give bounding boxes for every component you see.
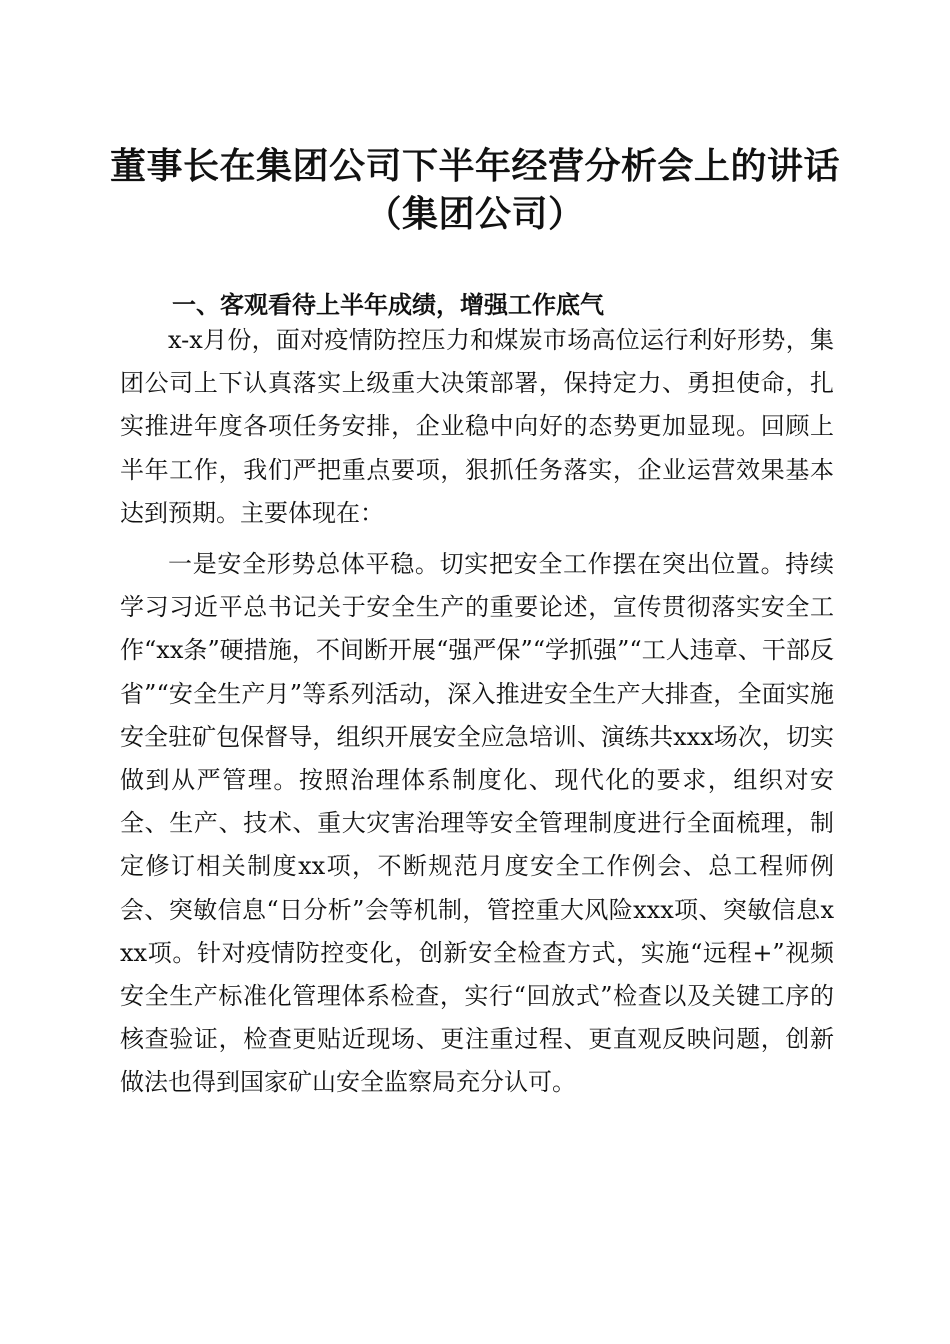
- body-paragraph-2-container: [120, 543, 834, 1105]
- document-title: 董事长在集团公司下半年经营分析会上的讲话: [109, 146, 840, 187]
- body-paragraph: x-x月份，面对疫情防控压力和煤炭市场高位运行利好形势，集团公司上下认真落实上级重大决策部署，保持定力、勇担使命，扎实推进年度各项任务安排，企业稳中向好的态势更加显现。回顾上半年工作，我们严把重点要项，狠抓任务落实，企业运营效果基本达到预期。主要体现在：: [120, 326, 834, 527]
- body-paragraph: 一是安全形势总体平稳。切实把安全工作摆在突出位置。持续学习习近平总书记关于安全生产的重要论述，宣传贯彻落实安全工作“xx条”硬措施，不间断开展“强严保”“学抓强”“工人违章、干部反省”“安全生产月”等系列活动，深入推进安全生产大排查，全面实施安全驻矿包保督导，组织开展安全应急培训、演练共xxx场次，切实做到从严管理。按照治理体系制度化、现代化的要求，组织对安全、生产、技术、重大灾害治理等安全管理制度进行全面梳理，制定修订相关制度xx项，不断规范月度安全工作例会、总工程师例会、突敏信息“日分析”会等机制，管控重大风险xxx项、突敏信息xxx项。针对疫情防控变化，创新安全检查方式，实施“远程+”视频安全生产标准化管理体系检查，实行“回放式”检查以及关键工序的核查验证，检查更贴近现场、更注重过程、更直观反映问题，创新做法也得到国家矿山安全监察局充分认可。: [120, 550, 834, 1097]
- document-subtitle: （集团公司）: [365, 194, 585, 235]
- section-heading: 一、客观看待上半年成绩，增强工作底气: [172, 291, 604, 319]
- body-paragraph-1-container: [120, 319, 834, 535]
